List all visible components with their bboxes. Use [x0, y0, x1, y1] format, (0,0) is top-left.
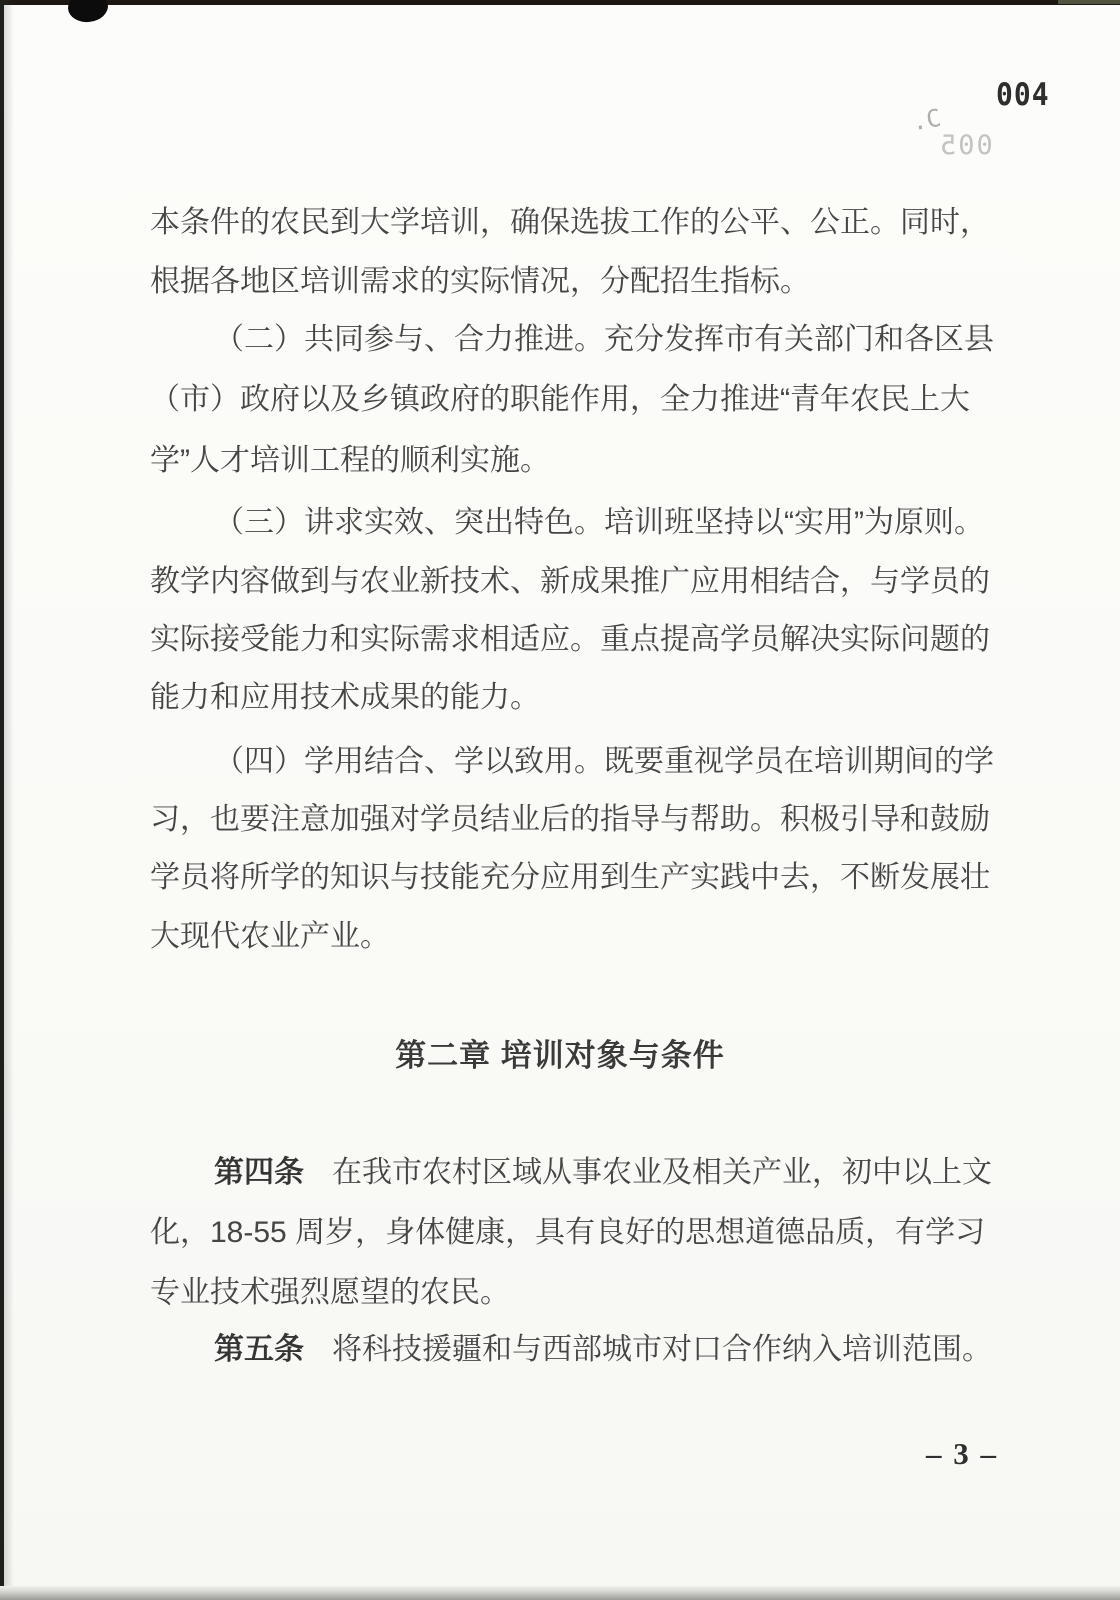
text-line: 根据各地区培训需求的实际情况，分配招生指标。 [150, 265, 810, 298]
bleedthrough-mark: .C [909, 103, 944, 137]
text-line [150, 1331, 1059, 1371]
clause-text: 将科技援疆和与西部城市对口合作纳入培训范围。 [332, 1333, 992, 1366]
text-line [150, 1154, 1059, 1194]
page-stamp-number: 004 [996, 76, 1050, 113]
bleedthrough-number: 005 [938, 130, 993, 161]
scan-edge-bottom [0, 1586, 1120, 1600]
text-line: 化，18-55 周岁，身体健康，具有良好的思想道德品质，有学习 [150, 1216, 986, 1249]
text-line: （市）政府以及乡镇政府的职能作用，全力推进“青年农民上大 [150, 383, 970, 416]
text-line: 专业技术强烈愿望的农民。 [150, 1276, 510, 1309]
text-line: （三）讲求实效、突出特色。培训班坚持以“实用”为原则。 [214, 506, 984, 539]
scan-shadow-left [4, 0, 14, 1600]
text-line: 学员将所学的知识与技能充分应用到生产实践中去，不断发展壮 [150, 861, 990, 894]
text-line: 学”人才培训工程的顺利实施。 [150, 444, 550, 477]
text-line: 习，也要注意加强对学员结业后的指导与帮助。积极引导和鼓励 [150, 803, 990, 836]
chapter-heading: 第二章 培训对象与条件 [395, 1038, 725, 1073]
clause-text: 在我市农村区域从事农业及相关产业，初中以上文 [332, 1156, 992, 1189]
text-line: 教学内容做到与农业新技术、新成果推广应用相结合，与学员的 [150, 565, 990, 598]
text-line: 实际接受能力和实际需求相适应。重点提高学员解决实际问题的 [150, 623, 990, 656]
scan-edge-top [0, 0, 1120, 5]
clause-number: 第四条 [214, 1156, 304, 1189]
scan-ink-blob [67, 0, 110, 24]
text-line: 大现代农业产业。 [150, 920, 390, 953]
text-line: 能力和应用技术成果的能力。 [150, 681, 540, 714]
text-line: （二）共同参与、合力推进。充分发挥市有关部门和各区县 [214, 323, 994, 356]
page-number: – 3 – [926, 1436, 998, 1471]
scan-edge-top-right [1058, 0, 1120, 4]
text-line: 本条件的农民到大学培训，确保选拔工作的公平、公正。同时， [150, 206, 990, 239]
text-line: （四）学用结合、学以致用。既要重视学员在培训期间的学 [214, 745, 994, 778]
clause-number: 第五条 [214, 1333, 304, 1366]
